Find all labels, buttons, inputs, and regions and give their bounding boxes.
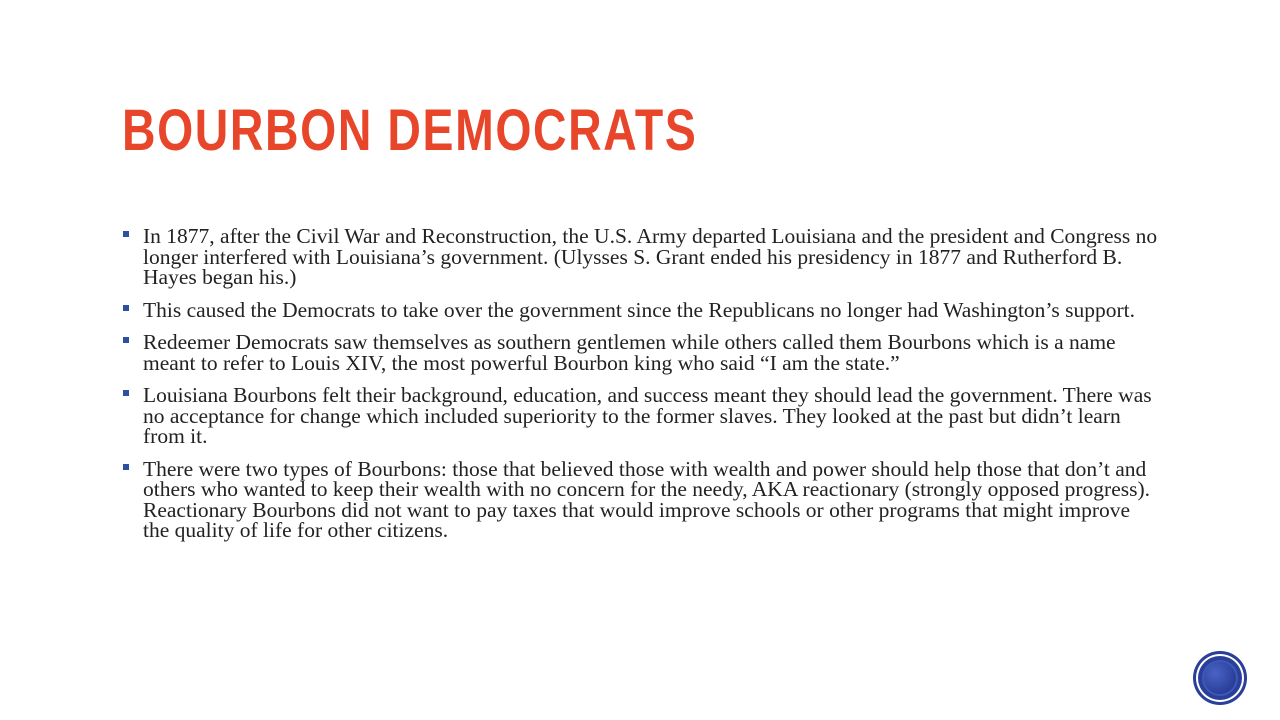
bullet-item — [121, 385, 1161, 447]
bullet-text: In 1877, after the Civil War and Reconstruction, the U.S. Army departed Louisiana and the president and Congress no longer interfered with Louisiana’s government. (Ulysses S. Grant ended his presidency in 1877 and Rutherford B. Hayes began his.) — [143, 224, 1158, 289]
bullet-text: This caused the Democrats to take over the government since the Republicans no longer had Washington’s support. — [143, 297, 1136, 322]
slide-title: BOURBON DEMOCRATS — [122, 98, 698, 163]
bullet-list — [121, 226, 1161, 553]
bullet-text: There were two types of Bourbons: those that believed those with wealth and power should help those that don’t and others who wanted to keep their wealth with no concern for the needy, AKA reactionary (strongly opposed progress). Reactionary Bourbons did not want to pay taxes that would improve schools or other programs that might improve the quality of life for other citizens. — [143, 456, 1151, 542]
bullet-text: Redeemer Democrats saw themselves as southern gentlemen while others called them Bourbons which is a name meant to refer to Louis XIV, the most powerful Bourbon king who said “I am the state.” — [143, 330, 1116, 375]
bullet-item — [121, 332, 1161, 373]
globe-icon — [1196, 654, 1244, 702]
square-bullet-icon — [123, 305, 129, 311]
square-bullet-icon — [123, 231, 129, 237]
bullet-text: Louisiana Bourbons felt their background, education, and success meant they should lead the government. There was no acceptance for change which included superiority to the former slaves. They looked at the past but didn’t learn from it. — [143, 383, 1152, 448]
square-bullet-icon — [123, 337, 129, 343]
square-bullet-icon — [123, 464, 129, 470]
square-bullet-icon — [123, 390, 129, 396]
bullet-item — [121, 226, 1161, 288]
bullet-item — [121, 456, 1161, 542]
bullet-item — [121, 297, 1161, 322]
